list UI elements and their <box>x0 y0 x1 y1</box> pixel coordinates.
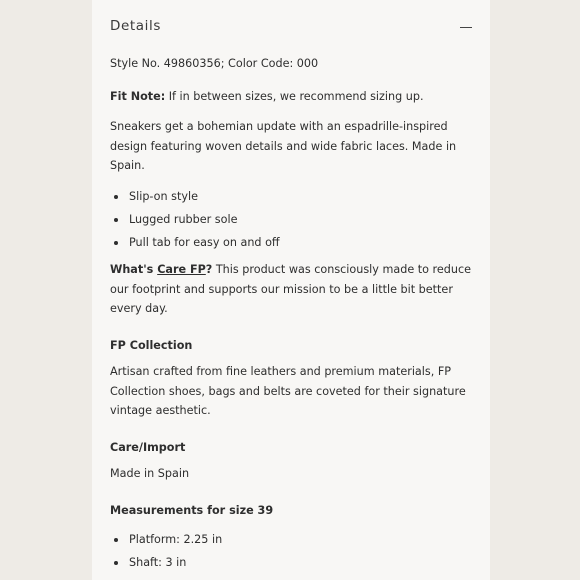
fit-note-label: Fit Note: <box>110 89 166 103</box>
list-item: Shaft: 3 in <box>110 553 472 573</box>
details-title: Details <box>110 18 162 34</box>
product-details-panel <box>92 0 490 580</box>
details-content <box>110 0 472 576</box>
collapse-minus-icon[interactable] <box>459 22 473 33</box>
list-item: Pull tab for easy on and off <box>110 233 472 253</box>
care-fp-text: This product was consciously made to reduce our footprint and supports our mission to be a little bit better every day. <box>110 263 472 315</box>
fit-note <box>110 87 472 107</box>
list-item: Platform: 2.25 in <box>110 530 472 550</box>
details-header[interactable] <box>110 0 472 54</box>
care-fp-prefix: What's <box>110 263 158 276</box>
list-item: Slip-on style <box>110 187 472 207</box>
care-fp-note <box>110 260 472 319</box>
fp-collection-text: Artisan crafted from fine leathers and premium materials, FP Collection shoes, bags and belts are coveted for their signature vintage aesthetic. <box>110 365 466 417</box>
measurements-heading: Measurements for size 39 <box>110 503 274 517</box>
fit-note-text: If in between sizes, we recommend sizing up. <box>165 89 424 103</box>
care-fp-question: ? <box>205 263 213 276</box>
care-import-text: Made in Spain <box>110 467 190 480</box>
product-description: Sneakers get a bohemian update with an espadrille-inspired design featuring woven details and wide fabric laces. Made in Spain. <box>110 120 457 172</box>
fp-collection-heading: FP Collection <box>110 338 193 352</box>
care-fp-link[interactable]: Care FP <box>157 263 206 276</box>
list-item: Lugged rubber sole <box>110 210 472 230</box>
style-number: Style No. 49860356; Color Code: 000 <box>110 57 319 70</box>
feature-list <box>110 187 472 253</box>
measurements-list <box>110 530 472 573</box>
care-import-heading: Care/Import <box>110 440 186 454</box>
